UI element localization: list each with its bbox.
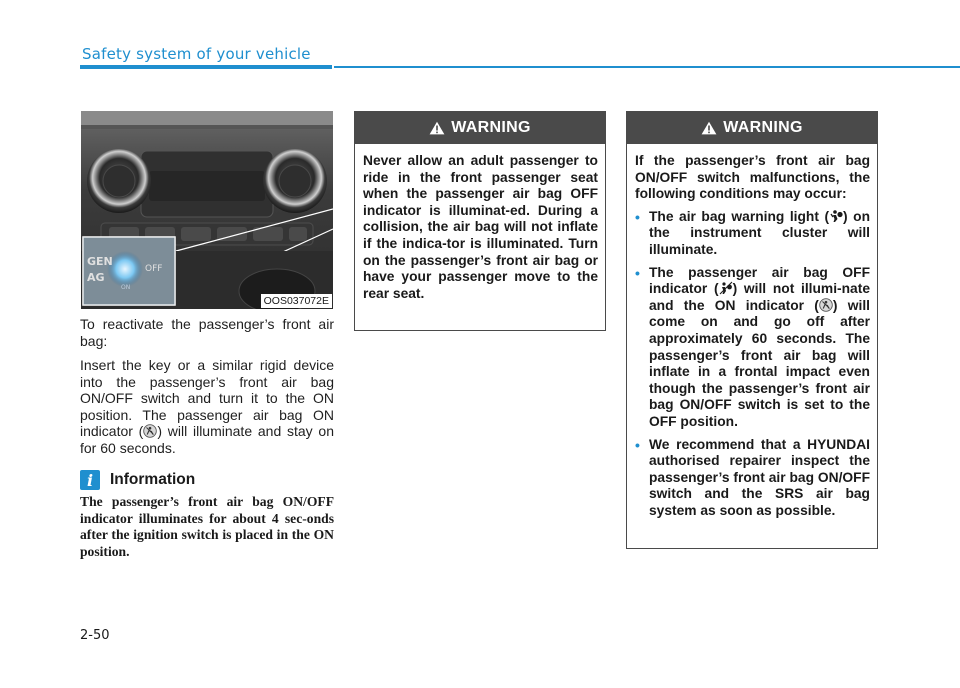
info-icon: i — [80, 470, 100, 490]
airbag-warning-light-icon — [829, 209, 843, 223]
bullet1-part1: The air bag warning light ( — [649, 208, 830, 224]
page-number: 2-50 — [80, 628, 110, 643]
information-text: The passenger’s front air bag ON/OFF indicator illuminates for about 4 sec-onds after the ignition switch is placed in the ON position. — [80, 494, 334, 559]
header-rule-thick — [80, 65, 332, 69]
warning-triangle-icon — [701, 121, 717, 135]
console-illustration — [81, 111, 333, 309]
warning-label: WARNING — [451, 119, 531, 136]
list-item — [635, 209, 870, 259]
bullet2-part3: ) will come on and go off after approximately 60 seconds. The passenger’s front air bag will inflate in a frontal impact even though the passenger’s front air bag ON/OFF switch is set to the OFF position. — [649, 297, 870, 429]
console-switch-photo — [81, 111, 333, 309]
information-title: Information — [110, 471, 196, 488]
list-item: • We recommend that a HYUNDAI authorised repairer inspect the passenger’s front air bag ON/OFF switch and the SRS air bag system as soon as possible. — [635, 437, 870, 520]
header-rule-thin — [334, 66, 960, 68]
warning-triangle-icon — [429, 121, 445, 135]
paragraph-reactivate: To reactivate the passenger’s front air bag: — [80, 316, 334, 349]
airbag-on-indicator-icon — [819, 298, 833, 312]
bullet2-part2: ) will not illumi-nate and the ON indicator ( — [649, 281, 870, 313]
information-heading — [80, 469, 195, 491]
paragraph-insert-key — [80, 357, 334, 457]
svg-text:AG: AG — [87, 271, 105, 284]
page-header — [80, 44, 960, 70]
svg-text:ON: ON — [121, 284, 131, 291]
svg-text:OFF: OFF — [145, 264, 163, 274]
warning-header — [627, 112, 877, 144]
warning-body — [627, 144, 877, 519]
warning-bullet-list — [635, 209, 870, 520]
warning-label: WARNING — [723, 119, 803, 136]
warning-box-adult-passenger — [354, 111, 606, 331]
warning-text: Never allow an adult passenger to ride in the front passenger seat when the passenger air bag OFF indicator is illuminat-ed. During a collision, the air bag will not inflate if the indica-tor is illuminated. Turn on the passenger’s front air bag or have your passenger move to the rear seat. — [363, 153, 598, 301]
svg-text:GEN: GEN — [87, 255, 113, 268]
list-item — [635, 265, 870, 431]
photo-caption: OOS037072E — [261, 294, 332, 308]
bullet1-part2: ) on the instrument cluster will illuminate. — [649, 208, 870, 257]
warning-header — [355, 112, 605, 144]
bullet2-part1: The passenger air bag OFF indicator ( — [649, 264, 870, 297]
paragraph-insert-key-part1: Insert the key or a similar rigid device into the passenger’s front air bag ON/OFF switch and turn it to the ON position. The passenger air bag ON indicator ( — [80, 357, 334, 440]
warning-intro: If the passenger’s front air bag ON/OFF switch malfunctions, the following conditions may occur: — [635, 153, 870, 202]
section-title: Safety system of your vehicle — [82, 45, 311, 63]
paragraph-insert-key-part2: ) will illuminate and stay on for 60 seconds. — [80, 423, 335, 456]
airbag-on-indicator-icon — [143, 424, 157, 438]
warning-box-switch-malfunction — [626, 111, 878, 549]
airbag-off-indicator-icon — [719, 281, 733, 295]
